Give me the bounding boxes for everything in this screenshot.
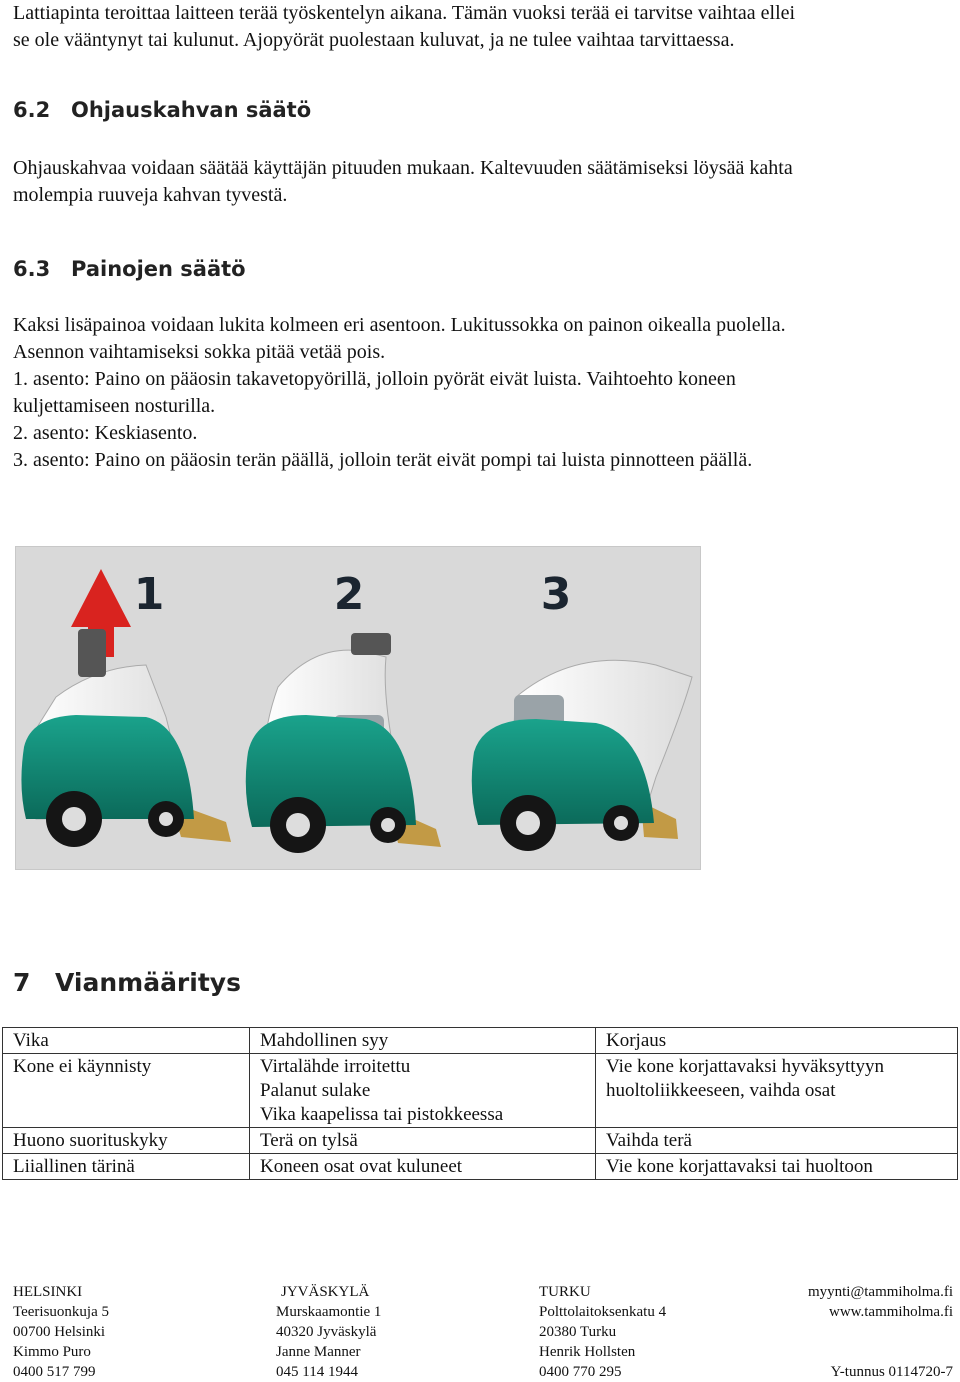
troubleshooting-table: [2, 1027, 958, 1180]
table-cell: Kone ei käynnisty: [3, 1054, 250, 1128]
table-cell: [596, 1054, 958, 1128]
footer-line: 00700 Helsinki: [13, 1324, 106, 1340]
paragraph-line: molempia ruuveja kahvan tyvestä.: [13, 184, 288, 206]
table-cell: Vie kone korjattavaksi tai huoltoon: [596, 1154, 958, 1180]
footer-line: Kimmo Puro: [13, 1344, 91, 1360]
section-number: 7: [13, 968, 31, 997]
intro-line: Lattiapinta teroittaa laitteen terää työskentelyn aikana. Tämän vuoksi terää ei tarvitse vaihtaa ellei: [13, 2, 796, 24]
cell-line: Vika kaapelissa tai pistokkeessa: [260, 1104, 504, 1125]
table-row: [3, 1128, 958, 1154]
footer-line: 045 114 1944: [276, 1364, 358, 1380]
table-cell: [250, 1054, 596, 1128]
section-6-3-paragraph: [13, 312, 948, 474]
paragraph-line: Ohjauskahvaa voidaan säätää käyttäjän pituuden mukaan. Kaltevuuden säätämiseksi löysää kahta: [13, 157, 793, 179]
weight-positions-figure: [15, 546, 701, 870]
footer-line: JYVÄSKYLÄ: [281, 1284, 370, 1300]
table-cell: Liiallinen tärinä: [3, 1154, 250, 1180]
intro-paragraph: [13, 0, 948, 54]
table-row: [3, 1054, 958, 1128]
footer-spacer: [808, 1322, 953, 1362]
footer-website-link[interactable]: www.tammiholma.fi: [828, 1304, 953, 1320]
section-title: Painojen säätö: [71, 257, 246, 281]
section-number: 6.3: [13, 257, 51, 281]
footer-line: HELSINKI: [13, 1284, 83, 1300]
table-cell: Koneen osat ovat kuluneet: [250, 1154, 596, 1180]
paragraph-line: 3. asento: Paino on pääosin terän päällä, jolloin terät eivät pompi tai luista pinnotteen päällä.: [13, 449, 753, 471]
position-label-2: 2: [333, 569, 365, 620]
footer-line: Henrik Hollsten: [539, 1344, 636, 1360]
intro-line: se ole vääntynyt tai kulunut. Ajopyörät puolestaan kuluvat, ja ne tulee vaihtaa tarvittaessa.: [13, 29, 735, 51]
footer-line: 0400 517 799: [13, 1364, 96, 1380]
table-row: [3, 1154, 958, 1180]
weight-positions-illustration: [16, 547, 700, 869]
machine-position-3: [472, 660, 692, 851]
machine-position-2: [246, 633, 441, 853]
section-number: 6.2: [13, 98, 51, 122]
paragraph-line: 1. asento: Paino on pääosin takavetopyörillä, jolloin pyörät eivät luista. Vaihtoehto koneen: [13, 368, 736, 390]
paragraph-line: 2. asento: Keskiasento.: [13, 422, 198, 444]
cell-line: huoltoliikkeeseen, vaihda osat: [606, 1080, 836, 1101]
footer-line: Teerisuonkuja 5: [13, 1304, 110, 1320]
paragraph-line: kuljettamiseen nosturilla.: [13, 395, 216, 417]
footer-business-id: Y-tunnus 0114720-7: [830, 1364, 953, 1380]
header-cell: Mahdollinen syy: [250, 1028, 596, 1054]
machine-position-1: [21, 629, 231, 847]
table-cell: Vaihda terä: [596, 1128, 958, 1154]
position-label-3: 3: [540, 569, 572, 620]
section-6-2-heading: [13, 98, 311, 122]
page-footer: [13, 1282, 953, 1378]
header-cell: Vika: [3, 1028, 250, 1054]
cell-line: Vie kone korjattavaksi hyväksyttyyn: [606, 1056, 884, 1077]
table-header-row: [3, 1028, 958, 1054]
section-title: Vianmääritys: [55, 968, 241, 997]
section-title: Ohjauskahvan säätö: [71, 98, 312, 122]
footer-jyvaskyla: [276, 1282, 381, 1382]
footer-line: Polttolaitoksenkatu 4: [539, 1304, 667, 1320]
footer-line: TURKU: [539, 1284, 591, 1300]
table-cell: Terä on tylsä: [250, 1128, 596, 1154]
footer-contact: [808, 1282, 953, 1382]
section-6-3-heading: [13, 257, 246, 281]
cell-line: Palanut sulake: [260, 1080, 371, 1101]
header-cell: Korjaus: [596, 1028, 958, 1054]
footer-line: Janne Manner: [276, 1344, 361, 1360]
footer-turku: [539, 1282, 666, 1382]
table-cell: Huono suorituskyky: [3, 1128, 250, 1154]
footer-line: 0400 770 295: [539, 1364, 622, 1380]
footer-line: 20380 Turku: [539, 1324, 617, 1340]
footer-email-link[interactable]: myynti@tammiholma.fi: [807, 1284, 953, 1300]
footer-line: Murskaamontie 1: [276, 1304, 382, 1320]
position-label-1: 1: [133, 569, 165, 620]
paragraph-line: Asennon vaihtamiseksi sokka pitää vetää pois.: [13, 341, 386, 363]
footer-helsinki: [13, 1282, 109, 1382]
footer-line: 40320 Jyväskylä: [276, 1324, 377, 1340]
paragraph-line: Kaksi lisäpainoa voidaan lukita kolmeen eri asentoon. Lukitussokka on painon oikealla puolella.: [13, 314, 786, 336]
cell-line: Virtalähde irroitettu: [260, 1056, 411, 1077]
section-6-2-paragraph: [13, 155, 948, 209]
section-7-heading: [13, 968, 241, 997]
